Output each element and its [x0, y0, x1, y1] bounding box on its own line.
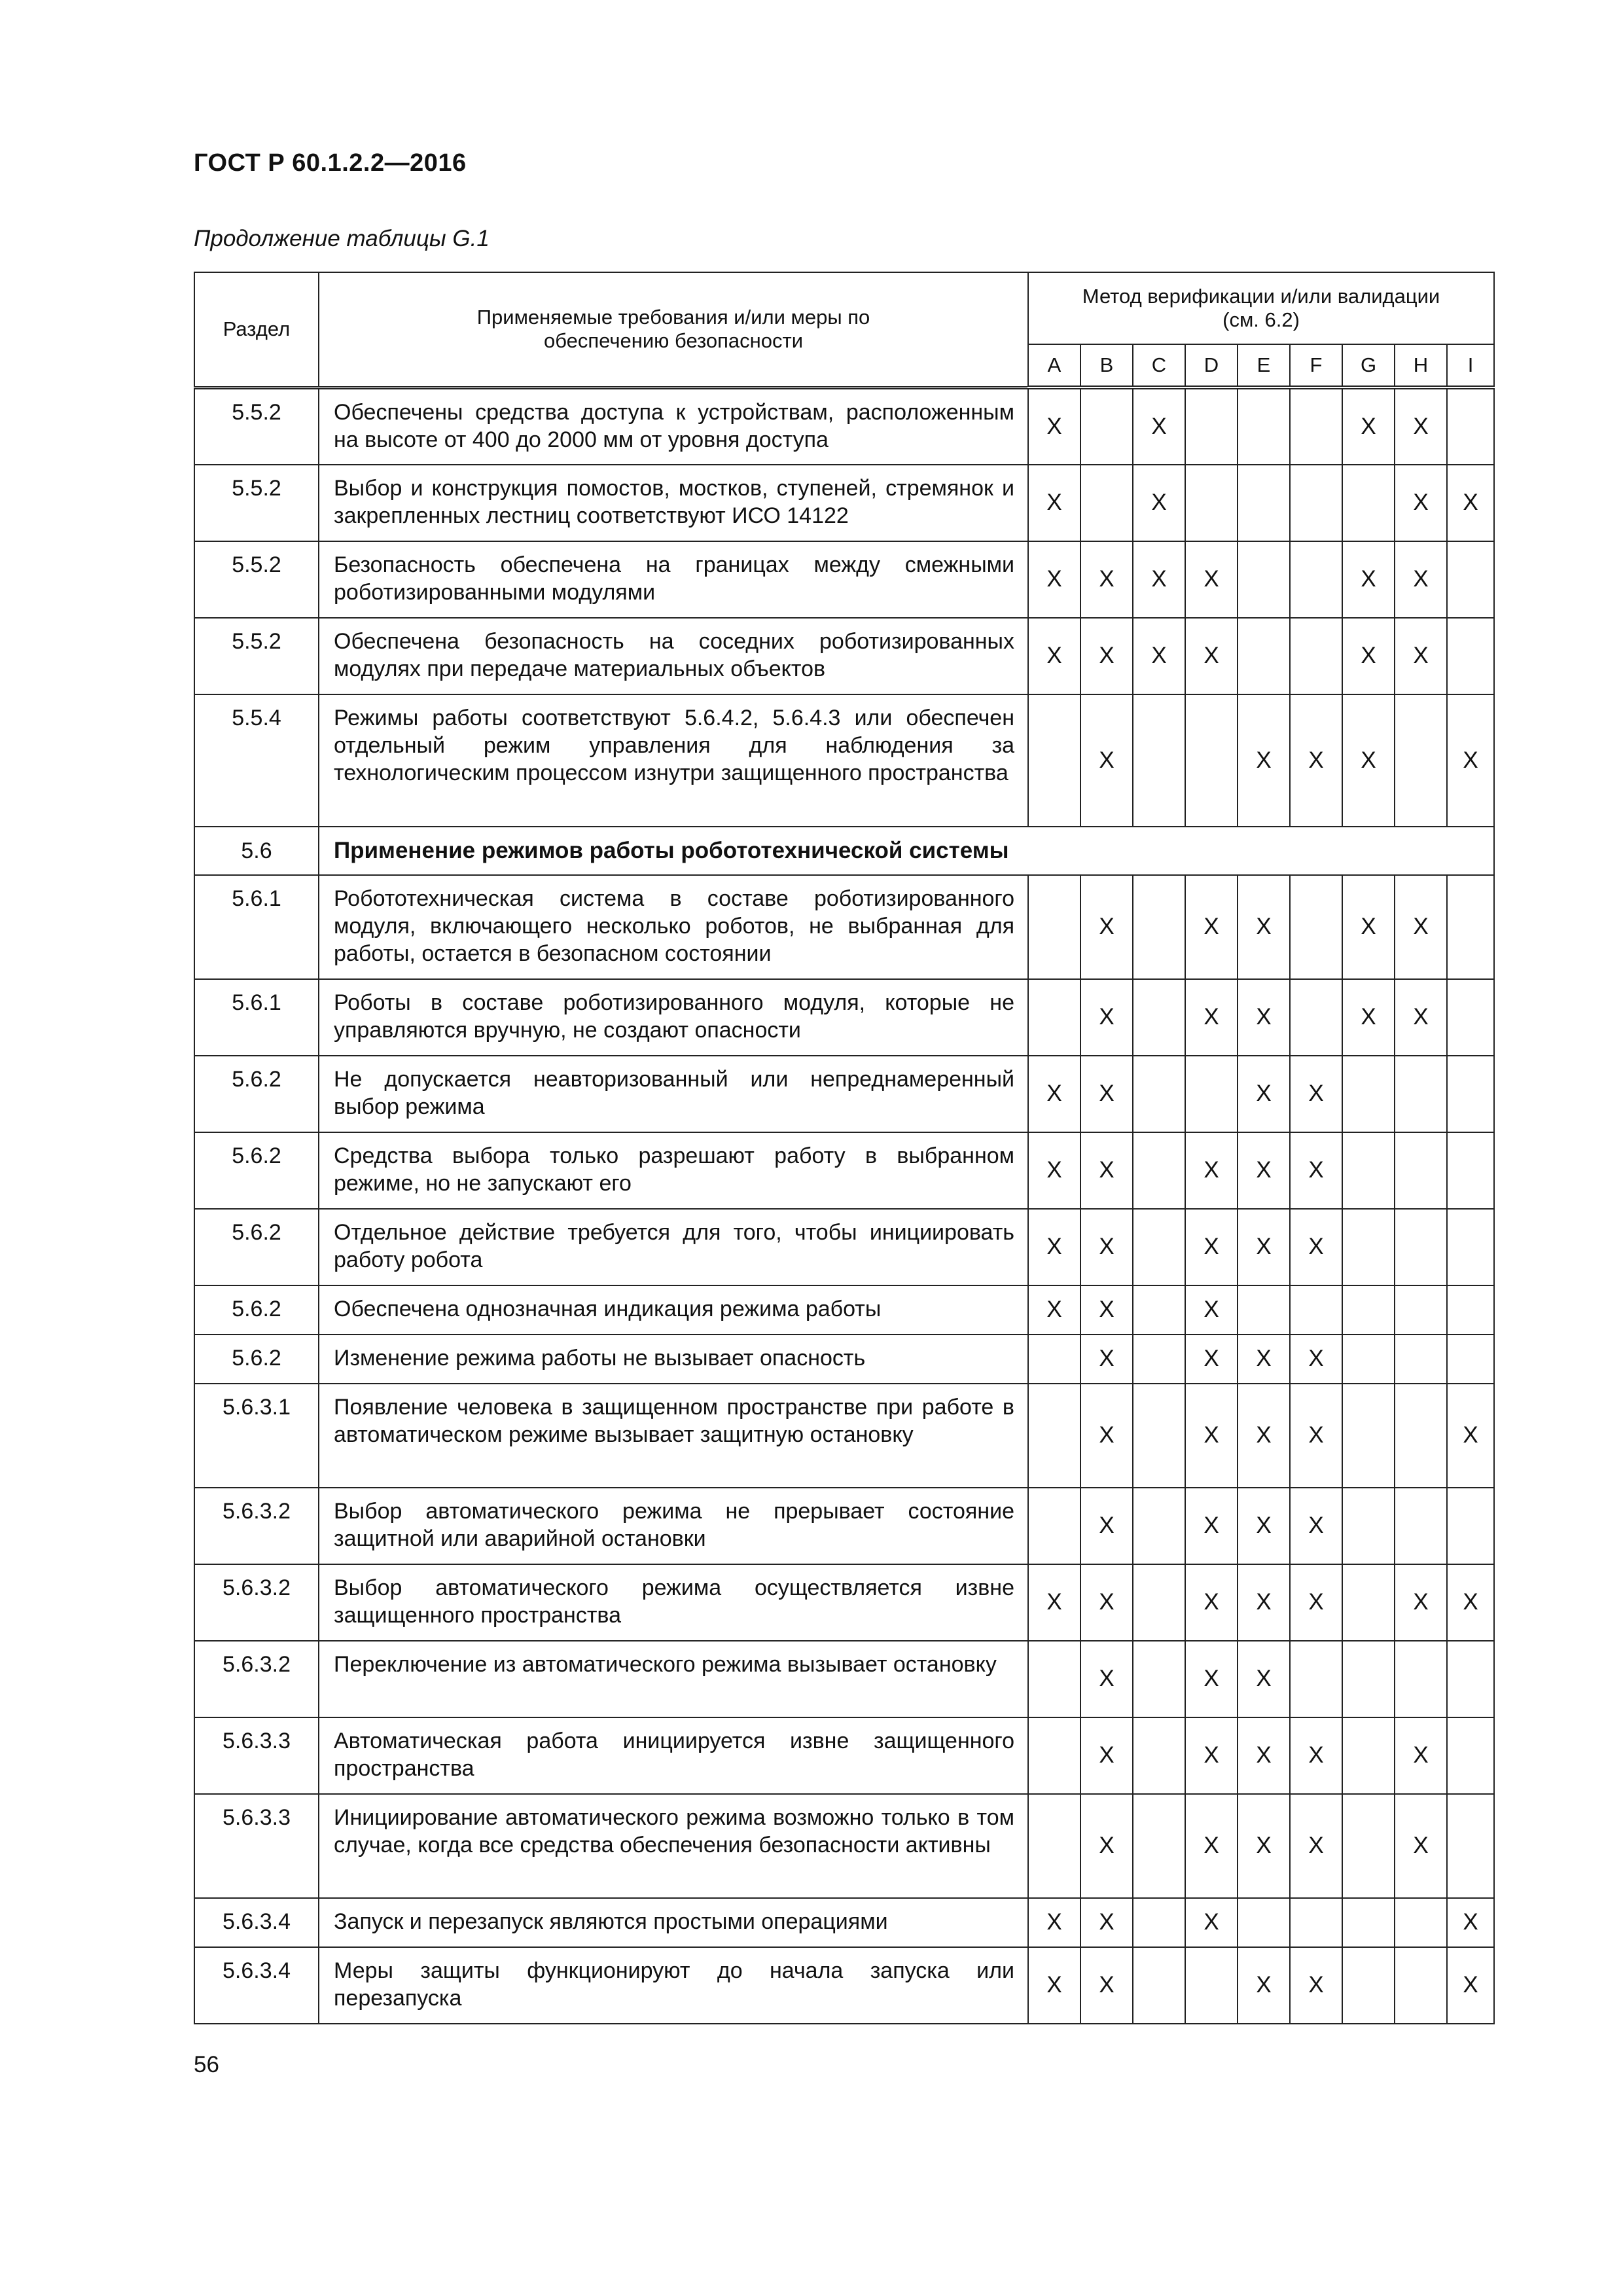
table-row	[194, 387, 1494, 465]
mark-h	[1395, 1947, 1447, 2024]
column-header-method	[1028, 272, 1494, 344]
mark-a: X	[1028, 541, 1080, 618]
mark-f: X	[1290, 1132, 1342, 1209]
mark-e	[1238, 618, 1290, 694]
mark-e: X	[1238, 1717, 1290, 1794]
method-column-c: C	[1133, 344, 1185, 387]
group-row	[194, 827, 1494, 875]
mark-b: X	[1080, 618, 1133, 694]
mark-f: X	[1290, 1384, 1342, 1488]
mark-b: X	[1080, 1488, 1133, 1564]
mark-h	[1395, 1488, 1447, 1564]
row-section: 5.6.3.3	[194, 1794, 319, 1898]
mark-c	[1133, 1384, 1185, 1488]
mark-b: X	[1080, 541, 1133, 618]
row-section: 5.5.2	[194, 387, 319, 465]
mark-c	[1133, 1564, 1185, 1641]
row-section: 5.5.2	[194, 541, 319, 618]
mark-i	[1447, 979, 1494, 1056]
row-requirement: Средства выбора только разрешают работу в выбранном режиме, но не запускают его	[319, 1132, 1028, 1209]
document-header: ГОСТ Р 60.1.2.2—2016	[194, 149, 467, 177]
mark-i: X	[1447, 1898, 1494, 1947]
mark-f: X	[1290, 1056, 1342, 1132]
mark-c	[1133, 1209, 1185, 1285]
mark-i	[1447, 1285, 1494, 1335]
method-column-a: A	[1028, 344, 1080, 387]
mark-h: X	[1395, 541, 1447, 618]
row-section: 5.5.2	[194, 618, 319, 694]
mark-c: X	[1133, 618, 1185, 694]
mark-h	[1395, 1132, 1447, 1209]
method-column-b: B	[1080, 344, 1133, 387]
mark-a: X	[1028, 1056, 1080, 1132]
mark-a	[1028, 1717, 1080, 1794]
mark-b: X	[1080, 1384, 1133, 1488]
mark-h	[1395, 1285, 1447, 1335]
mark-a	[1028, 1335, 1080, 1384]
mark-b: X	[1080, 1947, 1133, 2024]
mark-g	[1342, 465, 1395, 541]
mark-a: X	[1028, 1285, 1080, 1335]
mark-a: X	[1028, 618, 1080, 694]
row-section: 5.6.3.4	[194, 1898, 319, 1947]
mark-i	[1447, 1717, 1494, 1794]
mark-b: X	[1080, 1564, 1133, 1641]
mark-f	[1290, 1641, 1342, 1717]
mark-e: X	[1238, 875, 1290, 979]
table-body	[194, 387, 1494, 2024]
mark-g: X	[1342, 979, 1395, 1056]
mark-i: X	[1447, 1384, 1494, 1488]
mark-b: X	[1080, 1132, 1133, 1209]
mark-a	[1028, 1384, 1080, 1488]
row-section: 5.6.3.2	[194, 1641, 319, 1717]
method-column-i: I	[1447, 344, 1494, 387]
mark-b	[1080, 387, 1133, 465]
table-row	[194, 541, 1494, 618]
mark-b: X	[1080, 694, 1133, 827]
mark-e	[1238, 1898, 1290, 1947]
mark-g: X	[1342, 875, 1395, 979]
mark-d: X	[1185, 1285, 1238, 1335]
row-requirement: Безопасность обеспечена на границах между смежными роботизированными модулями	[319, 541, 1028, 618]
mark-f	[1290, 1285, 1342, 1335]
mark-g: X	[1342, 618, 1395, 694]
mark-e: X	[1238, 1488, 1290, 1564]
mark-c	[1133, 1641, 1185, 1717]
mark-i	[1447, 1488, 1494, 1564]
mark-f: X	[1290, 1209, 1342, 1285]
table-row	[194, 1209, 1494, 1285]
mark-a	[1028, 979, 1080, 1056]
mark-d: X	[1185, 1132, 1238, 1209]
table-row	[194, 875, 1494, 979]
mark-d	[1185, 694, 1238, 827]
row-section: 5.6.2	[194, 1285, 319, 1335]
mark-h	[1395, 1056, 1447, 1132]
mark-g	[1342, 1794, 1395, 1898]
mark-g	[1342, 1947, 1395, 2024]
mark-c	[1133, 1056, 1185, 1132]
table-row	[194, 979, 1494, 1056]
mark-h	[1395, 1209, 1447, 1285]
mark-c	[1133, 694, 1185, 827]
method-column-h: H	[1395, 344, 1447, 387]
table-row	[194, 1488, 1494, 1564]
mark-a: X	[1028, 1947, 1080, 2024]
mark-g	[1342, 1285, 1395, 1335]
mark-f: X	[1290, 1947, 1342, 2024]
mark-a	[1028, 694, 1080, 827]
mark-f: X	[1290, 1335, 1342, 1384]
row-requirement: Выбор и конструкция помостов, мостков, ступеней, стремянок и закрепленных лестниц соответствуют ИСО 14122	[319, 465, 1028, 541]
mark-g: X	[1342, 541, 1395, 618]
mark-i	[1447, 387, 1494, 465]
table-row	[194, 1717, 1494, 1794]
mark-e: X	[1238, 979, 1290, 1056]
mark-d: X	[1185, 541, 1238, 618]
table-row	[194, 1641, 1494, 1717]
row-requirement: Запуск и перезапуск являются простыми операциями	[319, 1898, 1028, 1947]
method-column-g: G	[1342, 344, 1395, 387]
table-row	[194, 1384, 1494, 1488]
mark-i	[1447, 1641, 1494, 1717]
mark-b: X	[1080, 1794, 1133, 1898]
mark-b	[1080, 465, 1133, 541]
mark-c: X	[1133, 465, 1185, 541]
mark-e: X	[1238, 1132, 1290, 1209]
mark-e: X	[1238, 1794, 1290, 1898]
page-number: 56	[194, 2052, 219, 2077]
mark-c	[1133, 1285, 1185, 1335]
mark-h: X	[1395, 979, 1447, 1056]
mark-c	[1133, 1335, 1185, 1384]
mark-b: X	[1080, 1641, 1133, 1717]
table-row	[194, 1285, 1494, 1335]
requirements-table	[194, 272, 1495, 2024]
mark-a: X	[1028, 1132, 1080, 1209]
column-header-requirements-label: Применяемые требования и/или меры по обеспечению безопасности	[476, 306, 870, 353]
mark-g	[1342, 1641, 1395, 1717]
mark-e: X	[1238, 1335, 1290, 1384]
table-row	[194, 1056, 1494, 1132]
mark-d: X	[1185, 1335, 1238, 1384]
mark-d: X	[1185, 1488, 1238, 1564]
mark-f	[1290, 875, 1342, 979]
row-section: 5.6.3.1	[194, 1384, 319, 1488]
mark-h: X	[1395, 387, 1447, 465]
mark-a	[1028, 1488, 1080, 1564]
mark-e: X	[1238, 1641, 1290, 1717]
mark-b: X	[1080, 1056, 1133, 1132]
method-column-d: D	[1185, 344, 1238, 387]
mark-e	[1238, 541, 1290, 618]
mark-d: X	[1185, 1641, 1238, 1717]
row-section: 5.6.3.4	[194, 1947, 319, 2024]
method-column-e: E	[1238, 344, 1290, 387]
mark-h: X	[1395, 875, 1447, 979]
row-requirement: Меры защиты функционируют до начала запуска или перезапуска	[319, 1947, 1028, 2024]
row-section: 5.5.2	[194, 465, 319, 541]
row-section: 5.6.1	[194, 979, 319, 1056]
row-requirement: Отдельное действие требуется для того, чтобы инициировать работу робота	[319, 1209, 1028, 1285]
mark-f	[1290, 979, 1342, 1056]
mark-i	[1447, 1335, 1494, 1384]
mark-d	[1185, 387, 1238, 465]
table-row	[194, 618, 1494, 694]
mark-f: X	[1290, 1717, 1342, 1794]
row-section: 5.6.2	[194, 1132, 319, 1209]
mark-e: X	[1238, 1209, 1290, 1285]
mark-d: X	[1185, 1898, 1238, 1947]
mark-e: X	[1238, 1564, 1290, 1641]
mark-d	[1185, 1947, 1238, 2024]
mark-c	[1133, 1717, 1185, 1794]
mark-h	[1395, 1384, 1447, 1488]
mark-d: X	[1185, 1717, 1238, 1794]
mark-b: X	[1080, 1209, 1133, 1285]
table-row	[194, 1564, 1494, 1641]
mark-h: X	[1395, 1564, 1447, 1641]
table-row	[194, 1947, 1494, 2024]
mark-g	[1342, 1132, 1395, 1209]
mark-i	[1447, 875, 1494, 979]
mark-g: X	[1342, 387, 1395, 465]
mark-f: X	[1290, 1488, 1342, 1564]
mark-a	[1028, 1794, 1080, 1898]
row-requirement: Обеспечена однозначная индикация режима работы	[319, 1285, 1028, 1335]
mark-i	[1447, 541, 1494, 618]
mark-f	[1290, 1898, 1342, 1947]
mark-a: X	[1028, 465, 1080, 541]
mark-g	[1342, 1717, 1395, 1794]
method-column-f: F	[1290, 344, 1342, 387]
mark-g	[1342, 1898, 1395, 1947]
mark-g	[1342, 1384, 1395, 1488]
mark-b: X	[1080, 1285, 1133, 1335]
mark-c	[1133, 875, 1185, 979]
mark-g: X	[1342, 694, 1395, 827]
mark-d: X	[1185, 1384, 1238, 1488]
mark-d: X	[1185, 1209, 1238, 1285]
mark-i: X	[1447, 1947, 1494, 2024]
row-section: 5.6.1	[194, 875, 319, 979]
column-header-requirements	[319, 272, 1028, 387]
mark-c	[1133, 1898, 1185, 1947]
table-caption: Продолжение таблицы G.1	[194, 226, 490, 251]
row-section: 5.5.4	[194, 694, 319, 827]
row-requirement: Режимы работы соответствуют 5.6.4.2, 5.6.4.3 или обеспечен отдельный режим управления для наблюдения за технологическим процессом изнутри защищенного пространства	[319, 694, 1028, 827]
mark-h: X	[1395, 1717, 1447, 1794]
mark-i	[1447, 1209, 1494, 1285]
mark-h	[1395, 1335, 1447, 1384]
mark-g	[1342, 1488, 1395, 1564]
column-header-section: Раздел	[194, 272, 319, 387]
row-section: 5.6.3.2	[194, 1488, 319, 1564]
table-row	[194, 1898, 1494, 1947]
group-section: 5.6	[194, 827, 319, 875]
mark-f: X	[1290, 1794, 1342, 1898]
mark-d: X	[1185, 979, 1238, 1056]
row-requirement: Изменение режима работы не вызывает опасность	[319, 1335, 1028, 1384]
row-requirement: Робототехническая система в составе роботизированного модуля, включающего несколько роботов, не выбранная для работы, остается в безопасном состоянии	[319, 875, 1028, 979]
mark-c	[1133, 1132, 1185, 1209]
mark-a: X	[1028, 1564, 1080, 1641]
row-requirement: Автоматическая работа инициируется извне защищенного пространства	[319, 1717, 1028, 1794]
mark-e: X	[1238, 694, 1290, 827]
mark-a: X	[1028, 1209, 1080, 1285]
mark-d	[1185, 465, 1238, 541]
mark-h	[1395, 1898, 1447, 1947]
group-title: Применение режимов работы робототехнической системы	[319, 827, 1494, 875]
mark-a	[1028, 875, 1080, 979]
mark-e	[1238, 465, 1290, 541]
mark-i	[1447, 1056, 1494, 1132]
mark-c: X	[1133, 541, 1185, 618]
table-row	[194, 1794, 1494, 1898]
mark-b: X	[1080, 979, 1133, 1056]
mark-c	[1133, 1794, 1185, 1898]
row-section: 5.6.2	[194, 1056, 319, 1132]
row-section: 5.6.3.3	[194, 1717, 319, 1794]
row-requirement: Появление человека в защищенном пространстве при работе в автоматическом режиме вызывает защитную остановку	[319, 1384, 1028, 1488]
row-requirement: Выбор автоматического режима осуществляется извне защищенного пространства	[319, 1564, 1028, 1641]
mark-h: X	[1395, 1794, 1447, 1898]
mark-e: X	[1238, 1947, 1290, 2024]
mark-i: X	[1447, 465, 1494, 541]
mark-d	[1185, 1056, 1238, 1132]
row-requirement: Роботы в составе роботизированного модуля, которые не управляются вручную, не создают опасности	[319, 979, 1028, 1056]
mark-a: X	[1028, 387, 1080, 465]
mark-b: X	[1080, 1717, 1133, 1794]
row-section: 5.6.2	[194, 1335, 319, 1384]
mark-a	[1028, 1641, 1080, 1717]
mark-e	[1238, 1285, 1290, 1335]
mark-f: X	[1290, 1564, 1342, 1641]
mark-e: X	[1238, 1056, 1290, 1132]
mark-g	[1342, 1564, 1395, 1641]
mark-c	[1133, 979, 1185, 1056]
row-requirement: Переключение из автоматического режима вызывает остановку	[319, 1641, 1028, 1717]
mark-c	[1133, 1488, 1185, 1564]
mark-h: X	[1395, 465, 1447, 541]
table-row	[194, 694, 1494, 827]
row-requirement: Не допускается неавторизованный или непреднамеренный выбор режима	[319, 1056, 1028, 1132]
mark-b: X	[1080, 875, 1133, 979]
mark-f	[1290, 387, 1342, 465]
mark-a: X	[1028, 1898, 1080, 1947]
mark-h	[1395, 1641, 1447, 1717]
mark-g	[1342, 1209, 1395, 1285]
mark-f	[1290, 465, 1342, 541]
mark-b: X	[1080, 1898, 1133, 1947]
mark-d: X	[1185, 618, 1238, 694]
mark-e	[1238, 387, 1290, 465]
mark-f: X	[1290, 694, 1342, 827]
mark-g	[1342, 1335, 1395, 1384]
row-requirement: Выбор автоматического режима не прерывает состояние защитной или аварийной остановки	[319, 1488, 1028, 1564]
mark-c	[1133, 1947, 1185, 2024]
table-row	[194, 1132, 1494, 1209]
mark-d: X	[1185, 1564, 1238, 1641]
mark-c: X	[1133, 387, 1185, 465]
mark-i	[1447, 1132, 1494, 1209]
mark-e: X	[1238, 1384, 1290, 1488]
mark-i: X	[1447, 694, 1494, 827]
mark-h: X	[1395, 618, 1447, 694]
row-requirement: Инициирование автоматического режима возможно только в том случае, когда все средства обеспечения безопасности активны	[319, 1794, 1028, 1898]
row-requirement: Обеспечены средства доступа к устройствам, расположенным на высоте от 400 до 2000 мм от уровня доступа	[319, 387, 1028, 465]
mark-d: X	[1185, 875, 1238, 979]
mark-i	[1447, 1794, 1494, 1898]
table-row	[194, 465, 1494, 541]
mark-f	[1290, 541, 1342, 618]
mark-f	[1290, 618, 1342, 694]
mark-i: X	[1447, 1564, 1494, 1641]
mark-g	[1342, 1056, 1395, 1132]
mark-h	[1395, 694, 1447, 827]
mark-b: X	[1080, 1335, 1133, 1384]
row-section: 5.6.3.2	[194, 1564, 319, 1641]
mark-d: X	[1185, 1794, 1238, 1898]
column-header-method-label: Метод верификации и/или валидации (см. 6.2)	[1082, 285, 1440, 331]
table-row	[194, 1335, 1494, 1384]
row-requirement: Обеспечена безопасность на соседних роботизированных модулях при передаче материальных объектов	[319, 618, 1028, 694]
mark-i	[1447, 618, 1494, 694]
row-section: 5.6.2	[194, 1209, 319, 1285]
